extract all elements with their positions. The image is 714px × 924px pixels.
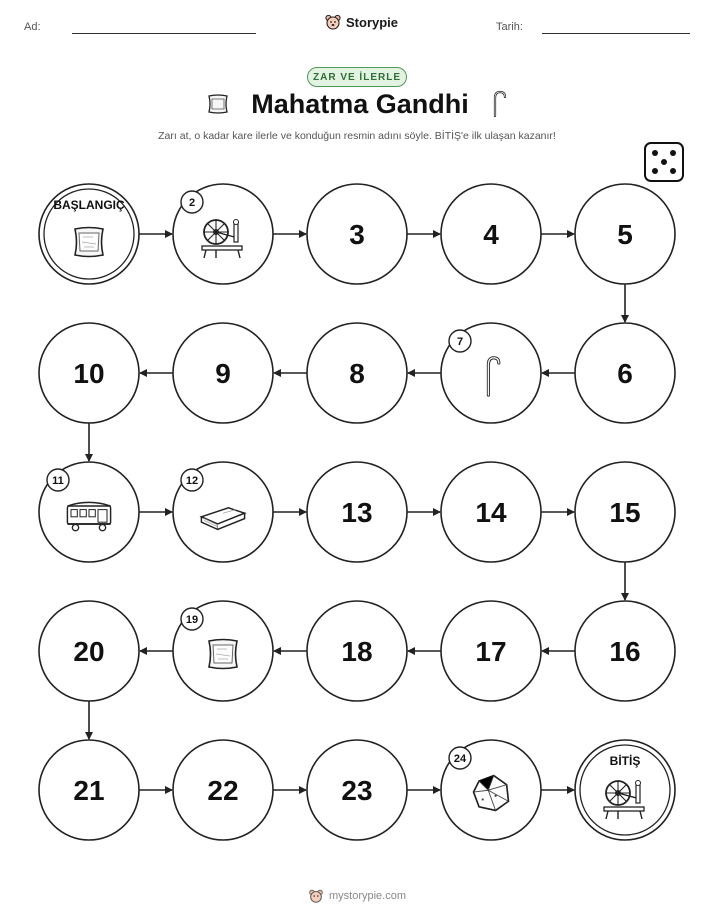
cell-number: 14 [475, 497, 507, 528]
cell-number: 4 [483, 219, 499, 250]
activity-badge: ZAR VE İLERLE [307, 67, 407, 87]
page-title: Mahatma Gandhi [251, 89, 469, 119]
finish-label: BİTİŞ [609, 754, 641, 768]
bear-mascot-icon [308, 888, 324, 904]
board-cell-15[interactable] [575, 462, 675, 562]
cell-number-badge [47, 469, 69, 491]
board-cell-16[interactable] [575, 601, 675, 701]
board-cell-1[interactable] [39, 184, 139, 284]
board-cell-19[interactable] [173, 601, 273, 701]
board-cell-25[interactable] [575, 740, 675, 840]
cell-number: 20 [73, 636, 105, 667]
board-cell-5[interactable] [575, 184, 675, 284]
board-cell-8[interactable] [307, 323, 407, 423]
board-cell-24[interactable] [441, 740, 541, 840]
footer-url: mystorypie.com [328, 890, 407, 902]
board-cell-20[interactable] [39, 601, 139, 701]
board-cell-14[interactable] [441, 462, 541, 562]
board-cell-2[interactable] [173, 184, 273, 284]
cell-number-badge [449, 330, 471, 352]
board-cell-6[interactable] [575, 323, 675, 423]
board-cell-4[interactable] [441, 184, 541, 284]
board-cell-17[interactable] [441, 601, 541, 701]
cell-number: 5 [617, 219, 633, 250]
board-cell-10[interactable] [39, 323, 139, 423]
board-cell-11[interactable] [39, 462, 139, 562]
cell-number-badge [181, 608, 203, 630]
board-cell-7[interactable] [441, 323, 541, 423]
cell-number: 3 [349, 219, 365, 250]
board-cell-13[interactable] [307, 462, 407, 562]
brand-name: Storypie [346, 14, 399, 30]
cell-number-badge [181, 191, 203, 213]
instructions-text: Zarı at, o kadar kare ilerle ve konduğun resmin adını söyle. BİTİŞ'e ilk ulaşan kazanır! [158, 130, 556, 142]
cell-number: 22 [207, 775, 239, 806]
board-cell-18[interactable] [307, 601, 407, 701]
svg-text:2: 2 [188, 197, 196, 209]
cell-number: 23 [341, 775, 373, 806]
cell-number-badge [449, 747, 471, 769]
cell-number: 9 [215, 358, 231, 389]
cloth-icon [75, 228, 103, 257]
cell-number: 21 [73, 775, 105, 806]
svg-text:7: 7 [456, 336, 464, 348]
board-cell-9[interactable] [173, 323, 273, 423]
board-cell-21[interactable] [39, 740, 139, 840]
cell-number-badge [181, 469, 203, 491]
cell-number: 8 [349, 358, 365, 389]
cell-number: 10 [73, 358, 105, 389]
svg-text:12: 12 [185, 475, 199, 487]
board-cell-23[interactable] [307, 740, 407, 840]
cell-number: 18 [341, 636, 373, 667]
board-cell-3[interactable] [307, 184, 407, 284]
svg-text:24: 24 [453, 753, 467, 765]
date-label: Tarih: [496, 21, 523, 33]
board-cell-12[interactable] [173, 462, 273, 562]
footer [0, 888, 714, 904]
cell-number: 16 [609, 636, 641, 667]
cell-number: 15 [609, 497, 641, 528]
board-cell-22[interactable] [173, 740, 273, 840]
cell-number: 6 [617, 358, 633, 389]
svg-text:11: 11 [52, 475, 64, 487]
name-label: Ad: [24, 21, 41, 33]
svg-text:19: 19 [185, 614, 199, 626]
cloth-icon [209, 640, 237, 669]
cell-number: 17 [475, 636, 507, 667]
cell-number: 13 [341, 497, 373, 528]
start-label: BAŞLANGIÇ [53, 198, 125, 212]
